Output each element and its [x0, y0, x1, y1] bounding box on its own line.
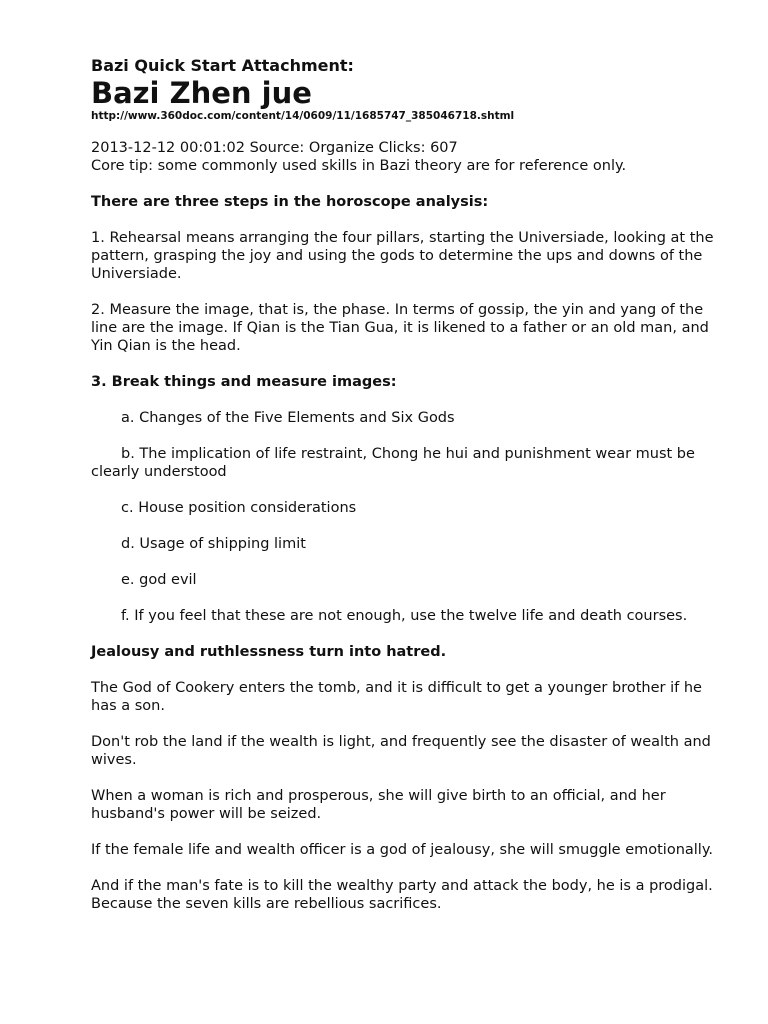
document-subtitle: Bazi Quick Start Attachment:	[91, 56, 354, 75]
step-3-heading: 3. Break things and measure images:	[91, 374, 397, 390]
list-item: c. House position considerations	[121, 500, 357, 516]
body-paragraph: When a woman is rich and prosperous, she will give birth to an official, and her husband's power will be seized.	[91, 788, 666, 822]
core-tip: Core tip: some commonly used skills in Bazi theory are for reference only.	[91, 158, 627, 174]
document-title: Bazi Zhen jue	[91, 76, 312, 110]
body-paragraph: If the female life and wealth officer is a god of jealousy, she will smuggle emotionally.	[91, 842, 713, 858]
body-paragraph: The God of Cookery enters the tomb, and it is difficult to get a younger brother if he has a son.	[91, 680, 702, 714]
list-item: d. Usage of shipping limit	[121, 536, 306, 552]
list-item: b. The implication of life restraint, Chong he hui and punishment wear must be clearly understood	[91, 446, 695, 480]
list-item: e. god evil	[121, 572, 197, 588]
list-item: a. Changes of the Five Elements and Six Gods	[121, 410, 455, 426]
section-heading-steps: There are three steps in the horoscope analysis:	[91, 194, 489, 210]
section-heading-jealousy: Jealousy and ruthlessness turn into hatred.	[91, 644, 447, 660]
body-paragraph: Don't rob the land if the wealth is light, and frequently see the disaster of wealth and wives.	[91, 734, 711, 768]
step-2-paragraph: 2. Measure the image, that is, the phase. In terms of gossip, the yin and yang of the line are the image. If Qian is the Tian Gua, it is likened to a father or an old man, and Yin Qian is the head.	[91, 302, 709, 354]
meta-line: 2013-12-12 00:01:02 Source: Organize Clicks: 607	[91, 140, 458, 156]
list-item: f. If you feel that these are not enough, use the twelve life and death courses.	[121, 608, 688, 624]
body-paragraph: And if the man's fate is to kill the wealthy party and attack the body, he is a prodigal. Because the seven kills are rebellious sacrifices.	[91, 878, 713, 912]
document-page	[91, 55, 731, 931]
source-url: http://www.360doc.com/content/14/0609/11/1685747_385046718.shtml	[91, 110, 515, 122]
step-1-paragraph: 1. Rehearsal means arranging the four pillars, starting the Universiade, looking at the pattern, grasping the joy and using the gods to determine the ups and downs of the Universiade.	[91, 230, 714, 282]
